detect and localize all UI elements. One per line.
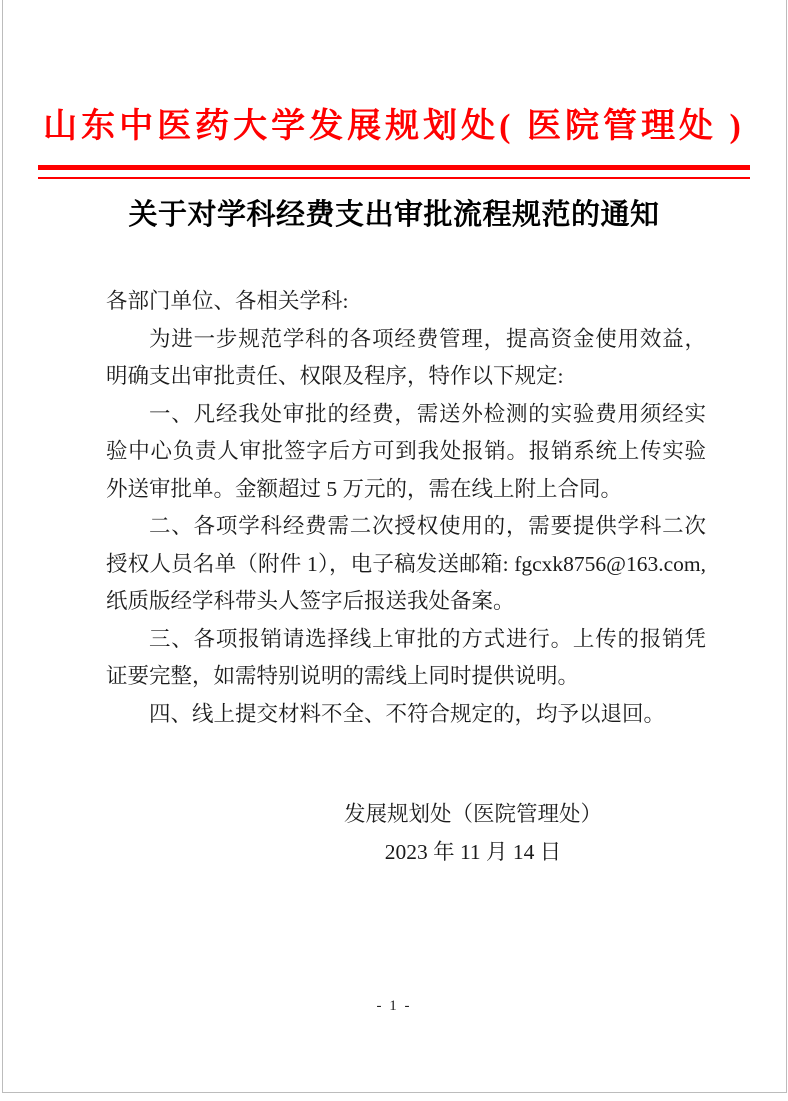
signature-date: 2023 年 11 月 14 日 — [384, 840, 562, 864]
provision-1: 一、凡经我处审批的经费，需送外检测的实验费用须经实验中心负责人审批签字后方可到我处报销。报销系统上传实验外送审批单。金额超过 5 万元的，需在线上附上合同。 — [106, 401, 706, 501]
provision-2: 二、各项学科经费需二次授权使用的，需要提供学科二次授权人员名单（附件 1），电子稿发送邮箱: fgcxk8756@163.com,纸质版经学科带头人签字后报送我处备案。 — [106, 514, 706, 613]
provision-4: 四、线上提交材料不全、不符合规定的，均予以退回。 — [149, 701, 666, 726]
notice-body — [106, 283, 706, 733]
masthead-divider-thick — [38, 165, 750, 170]
provision-3: 三、各项报销请选择线上审批的方式进行。上传的报销凭证要完整，如需特别说明的需线上同时提供说明。 — [106, 626, 706, 688]
salutation-line: 各部门单位、各相关学科: — [106, 289, 349, 313]
signer-name: 发展规划处（医院管理处） — [343, 802, 602, 826]
intro-paragraph: 为进一步规范学科的各项经费管理，提高资金使用效益，明确支出审批责任、权限及程序，特作以下规定: — [106, 326, 706, 388]
org-masthead-title: 山东中医药大学发展规划处( 医院管理处 ) — [43, 108, 745, 145]
notice-title: 关于对学科经费支出审批流程规范的通知 — [128, 199, 660, 231]
signature-block — [344, 795, 602, 871]
masthead-divider-thin — [38, 177, 750, 179]
page-number: - 1 - — [376, 998, 412, 1014]
